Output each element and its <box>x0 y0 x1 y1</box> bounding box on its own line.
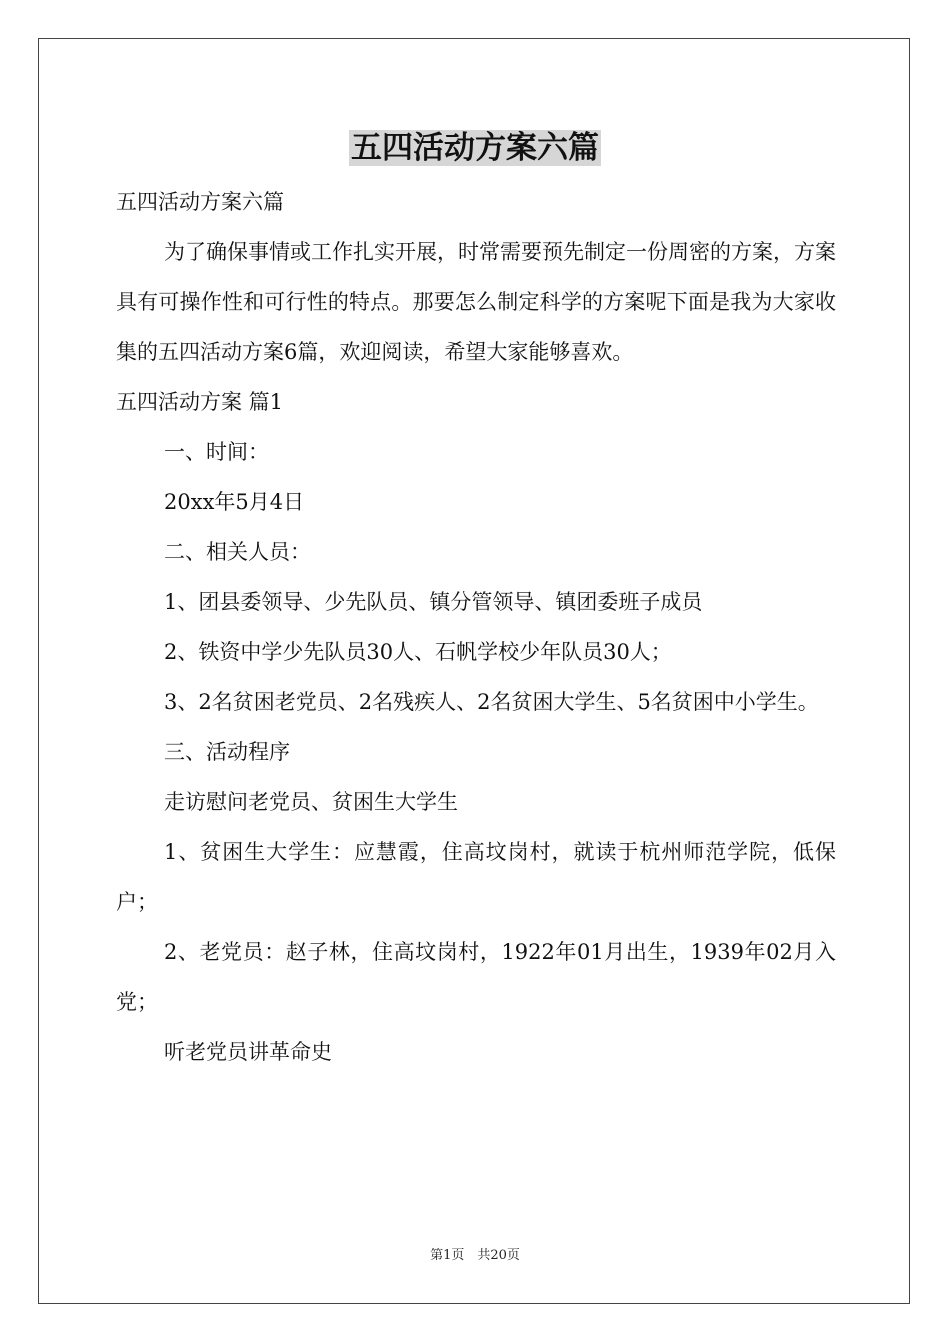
paragraph-people-3: 3、2名贫困老党员、2名残疾人、2名贫困大学生、5名贫困中小学生。 <box>164 690 819 714</box>
page-number: 第1页 共20页 <box>430 1248 520 1263</box>
document-body <box>116 177 836 1077</box>
paragraph-history: 听老党员讲革命史 <box>164 1040 332 1064</box>
paragraph-procedure-heading: 三、活动程序 <box>164 740 290 764</box>
paragraph-visit-2: 2、老党员：赵子林，住高坟岗村，1922年01月出生，1939年02月入党； <box>116 940 836 1014</box>
paragraph-intro: 为了确保事情或工作扎实开展，时常需要预先制定一份周密的方案，方案具有可操作性和可行性的特点。那要怎么制定科学的方案呢下面是我为大家收集的五四活动方案6篇，欢迎阅读，希望大家能够喜欢。 <box>116 240 836 364</box>
paragraph-people-1: 1、团县委领导、少先队员、镇分管领导、镇团委班子成员 <box>164 590 703 614</box>
section-heading: 五四活动方案 篇1 <box>116 390 284 414</box>
paragraph-people-2: 2、铁资中学少先队员30人、石帆学校少年队员30人； <box>164 640 672 664</box>
paragraph-people-heading: 二、相关人员： <box>164 540 311 564</box>
document-title-text: 五四活动方案六篇 <box>351 130 599 166</box>
paragraph-visit: 走访慰问老党员、贫困生大学生 <box>164 790 458 814</box>
page-footer <box>0 1247 950 1265</box>
paragraph-subtitle: 五四活动方案六篇 <box>116 190 284 214</box>
paragraph-date: 20xx年5月4日 <box>164 490 305 514</box>
paragraph-visit-1: 1、贫困生大学生：应慧霞，住高坟岗村，就读于杭州师范学院，低保户； <box>116 840 836 914</box>
paragraph-time-heading: 一、时间： <box>164 440 269 464</box>
document-title <box>0 126 950 170</box>
